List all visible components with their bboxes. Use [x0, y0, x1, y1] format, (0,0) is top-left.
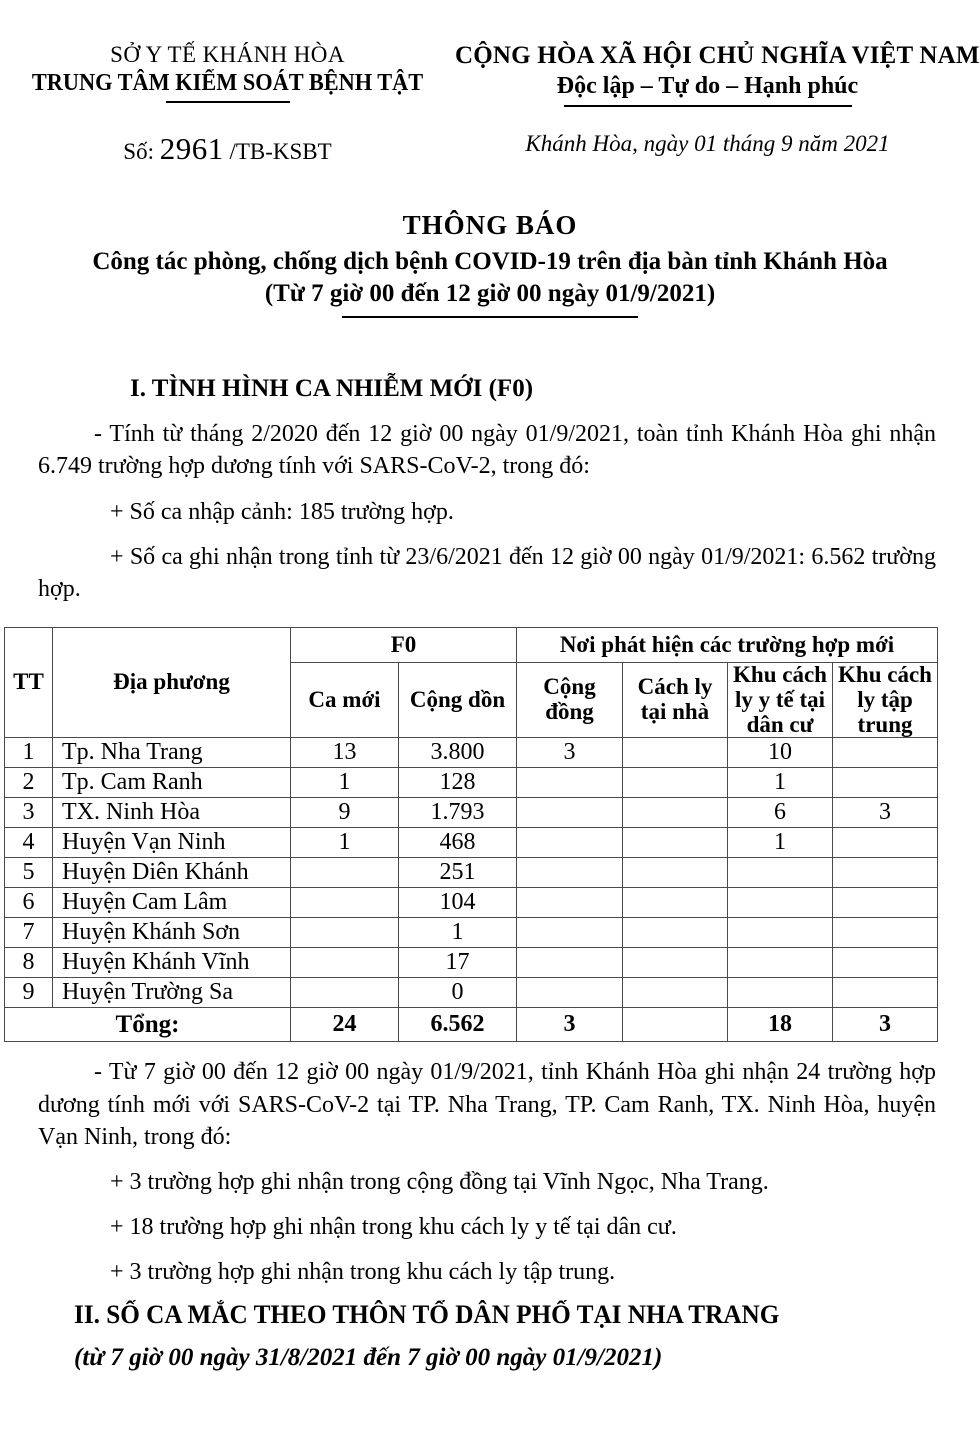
- cell-centralized-quarantine: [833, 738, 938, 768]
- section-one-heading: I. TÌNH HÌNH CA NHIỄM MỚI (F0): [130, 374, 534, 402]
- table-row: [5, 828, 938, 858]
- cell-medical-quarantine: 6: [728, 798, 833, 828]
- page-title: THÔNG BÁO: [402, 209, 578, 240]
- cell-community: [517, 888, 623, 918]
- table-row: [5, 738, 938, 768]
- case-table-container: [0, 627, 980, 1042]
- col-group-header-detection-place: Nơi phát hiện các trường hợp mới: [517, 627, 938, 662]
- cell-total-label: Tổng:: [5, 1008, 291, 1042]
- cell-cumulative: 17: [399, 948, 517, 978]
- cell-home-quarantine: [623, 738, 728, 768]
- cell-home-quarantine: [623, 798, 728, 828]
- cell-locality: Huyện Cam Lâm: [53, 888, 291, 918]
- table-row: [5, 918, 938, 948]
- cell-medical-quarantine: [728, 858, 833, 888]
- cell-community: [517, 828, 623, 858]
- cell-community: [517, 948, 623, 978]
- section-one-paragraph-3: + Số ca ghi nhận trong tỉnh từ 23/6/2021 đến 12 giờ 00 ngày 01/9/2021: 6.562 trường hợp.: [38, 543, 936, 602]
- col-group-header-f0: F0: [291, 627, 517, 662]
- table-row: [5, 948, 938, 978]
- cell-total-home-quarantine: [623, 1008, 728, 1042]
- cell-community: [517, 768, 623, 798]
- cell-cumulative: 104: [399, 888, 517, 918]
- cell-new-cases: [291, 888, 399, 918]
- cell-locality: Huyện Trường Sa: [53, 978, 291, 1008]
- document-masthead: [0, 0, 980, 107]
- cell-centralized-quarantine: [833, 948, 938, 978]
- table-body: [5, 738, 938, 1042]
- cell-total-community: 3: [517, 1008, 623, 1042]
- cell-community: [517, 858, 623, 888]
- cell-medical-quarantine: 1: [728, 828, 833, 858]
- table-row: [5, 858, 938, 888]
- table-header: [5, 627, 938, 737]
- cell-locality: Tp. Cam Ranh: [53, 768, 291, 798]
- document-number-suffix: /TB-KSBT: [229, 138, 332, 164]
- summary-bullet-centralized-quarantine: + 3 trường hợp ghi nhận trong khu cách ly tập trung.: [110, 1259, 616, 1286]
- section-one: [0, 373, 980, 605]
- section-one-paragraph-1: - Tính từ tháng 2/2020 đến 12 giờ 00 ngày 01/9/2021, toàn tỉnh Khánh Hòa ghi nhận 6.749 trường hợp dương tính với SARS-CoV-2, trong đó:: [38, 421, 936, 480]
- cell-centralized-quarantine: [833, 888, 938, 918]
- section-one-summary: [0, 1056, 980, 1374]
- cell-tt: 2: [5, 768, 53, 798]
- section-one-paragraph-2: + Số ca nhập cảnh: 185 trường hợp.: [110, 498, 454, 525]
- cell-total-medical-quarantine: 18: [728, 1008, 833, 1042]
- masthead-left-divider: [166, 101, 290, 103]
- col-header-community: Cộng đồng: [517, 662, 623, 737]
- cell-cumulative: 1.793: [399, 798, 517, 828]
- col-header-medical-quarantine-residential: Khu cách ly y tế tại dân cư: [728, 662, 833, 737]
- country-name: CỘNG HÒA XÃ HỘI CHỦ NGHĨA VIỆT NAM: [455, 42, 980, 69]
- section-two-heading: II. SỐ CA MẮC THEO THÔN TỔ DÂN PHỐ TẠI NHA TRANG: [74, 1300, 780, 1330]
- cell-new-cases: 13: [291, 738, 399, 768]
- cell-new-cases: [291, 948, 399, 978]
- cell-tt: 6: [5, 888, 53, 918]
- cell-total-cumulative: 6.562: [399, 1008, 517, 1042]
- summary-bullet-medical-quarantine: + 18 trường hợp ghi nhận trong khu cách ly y tế tại dân cư.: [110, 1214, 677, 1241]
- cell-centralized-quarantine: [833, 918, 938, 948]
- table-row: [5, 978, 938, 1008]
- summary-bullet-community: + 3 trường hợp ghi nhận trong cộng đồng tại Vĩnh Ngọc, Nha Trang.: [110, 1168, 769, 1195]
- cell-tt: 3: [5, 798, 53, 828]
- document-number-value: 2961: [159, 130, 224, 166]
- document-number: [0, 131, 455, 167]
- cell-medical-quarantine: [728, 948, 833, 978]
- center-name: TRUNG TÂM KIỂM SOÁT BỆNH TẬT: [31, 70, 424, 97]
- cell-locality: Tp. Nha Trang: [53, 738, 291, 768]
- cell-cumulative: 1: [399, 918, 517, 948]
- case-statistics-table: [4, 627, 938, 1042]
- cell-home-quarantine: [623, 978, 728, 1008]
- cell-locality: Huyện Khánh Vĩnh: [53, 948, 291, 978]
- col-header-tt: TT: [5, 627, 53, 737]
- cell-cumulative: 3.800: [399, 738, 517, 768]
- cell-tt: 5: [5, 858, 53, 888]
- cell-community: 3: [517, 738, 623, 768]
- col-header-centralized-quarantine: Khu cách ly tập trung: [833, 662, 938, 737]
- cell-home-quarantine: [623, 768, 728, 798]
- cell-community: [517, 798, 623, 828]
- cell-tt: 7: [5, 918, 53, 948]
- cell-medical-quarantine: [728, 888, 833, 918]
- cell-home-quarantine: [623, 858, 728, 888]
- cell-tt: 1: [5, 738, 53, 768]
- cell-centralized-quarantine: 3: [833, 798, 938, 828]
- department-name: SỞ Y TẾ KHÁNH HÒA: [110, 42, 345, 67]
- cell-medical-quarantine: [728, 918, 833, 948]
- col-header-new-cases: Ca mới: [291, 662, 399, 737]
- cell-home-quarantine: [623, 828, 728, 858]
- col-header-home-quarantine: Cách ly tại nhà: [623, 662, 728, 737]
- cell-new-cases: [291, 858, 399, 888]
- cell-centralized-quarantine: [833, 858, 938, 888]
- cell-tt: 9: [5, 978, 53, 1008]
- national-motto: Độc lập – Tự do – Hạnh phúc: [556, 72, 859, 99]
- table-row: [5, 768, 938, 798]
- cell-tt: 8: [5, 948, 53, 978]
- cell-medical-quarantine: 10: [728, 738, 833, 768]
- cell-new-cases: 1: [291, 768, 399, 798]
- document-date: Khánh Hòa, ngày 01 tháng 9 năm 2021: [525, 130, 890, 156]
- document-number-row: [0, 131, 980, 167]
- title-timerange: (Từ 7 giờ 00 đến 12 giờ 00 ngày 01/9/2021): [265, 278, 715, 311]
- cell-new-cases: 1: [291, 828, 399, 858]
- table-header-row-groups: [5, 627, 938, 662]
- cell-cumulative: 128: [399, 768, 517, 798]
- cell-medical-quarantine: 1: [728, 768, 833, 798]
- cell-total-new-cases: 24: [291, 1008, 399, 1042]
- col-header-cumulative: Cộng dồn: [399, 662, 517, 737]
- cell-new-cases: 9: [291, 798, 399, 828]
- table-row: [5, 798, 938, 828]
- section-two-subheading: (từ 7 giờ 00 ngày 31/8/2021 đến 7 giờ 00 ngày 01/9/2021): [74, 1344, 663, 1372]
- cell-home-quarantine: [623, 918, 728, 948]
- cell-tt: 4: [5, 828, 53, 858]
- cell-locality: Huyện Diên Khánh: [53, 858, 291, 888]
- cell-new-cases: [291, 918, 399, 948]
- cell-locality: Huyện Vạn Ninh: [53, 828, 291, 858]
- cell-home-quarantine: [623, 888, 728, 918]
- national-heading-block: [455, 42, 980, 107]
- col-header-locality: Địa phương: [53, 627, 291, 737]
- table-total-row: [5, 1008, 938, 1042]
- cell-cumulative: 468: [399, 828, 517, 858]
- cell-centralized-quarantine: [833, 768, 938, 798]
- cell-total-centralized-quarantine: 3: [833, 1008, 938, 1042]
- document-number-prefix: Số:: [123, 138, 154, 164]
- issuing-organization-block: [0, 42, 455, 107]
- cell-centralized-quarantine: [833, 828, 938, 858]
- summary-paragraph: - Từ 7 giờ 00 đến 12 giờ 00 ngày 01/9/2021, tỉnh Khánh Hòa ghi nhận 24 trường hợp dương tính mới với SARS-CoV-2 tại TP. Nha Trang, TP. Cam Ranh, TX. Ninh Hòa, huyện Vạn Ninh, trong đó:: [38, 1059, 936, 1150]
- cell-cumulative: 0: [399, 978, 517, 1008]
- table-row: [5, 888, 938, 918]
- document-title-block: [0, 209, 980, 311]
- cell-centralized-quarantine: [833, 978, 938, 1008]
- cell-home-quarantine: [623, 948, 728, 978]
- title-subtitle: Công tác phòng, chống dịch bệnh COVID-19 trên địa bàn tỉnh Khánh Hòa: [92, 247, 888, 275]
- cell-new-cases: [291, 978, 399, 1008]
- masthead-right-divider: [564, 105, 852, 107]
- cell-locality: TX. Ninh Hòa: [53, 798, 291, 828]
- cell-medical-quarantine: [728, 978, 833, 1008]
- cell-community: [517, 978, 623, 1008]
- cell-cumulative: 251: [399, 858, 517, 888]
- cell-community: [517, 918, 623, 948]
- cell-locality: Huyện Khánh Sơn: [53, 918, 291, 948]
